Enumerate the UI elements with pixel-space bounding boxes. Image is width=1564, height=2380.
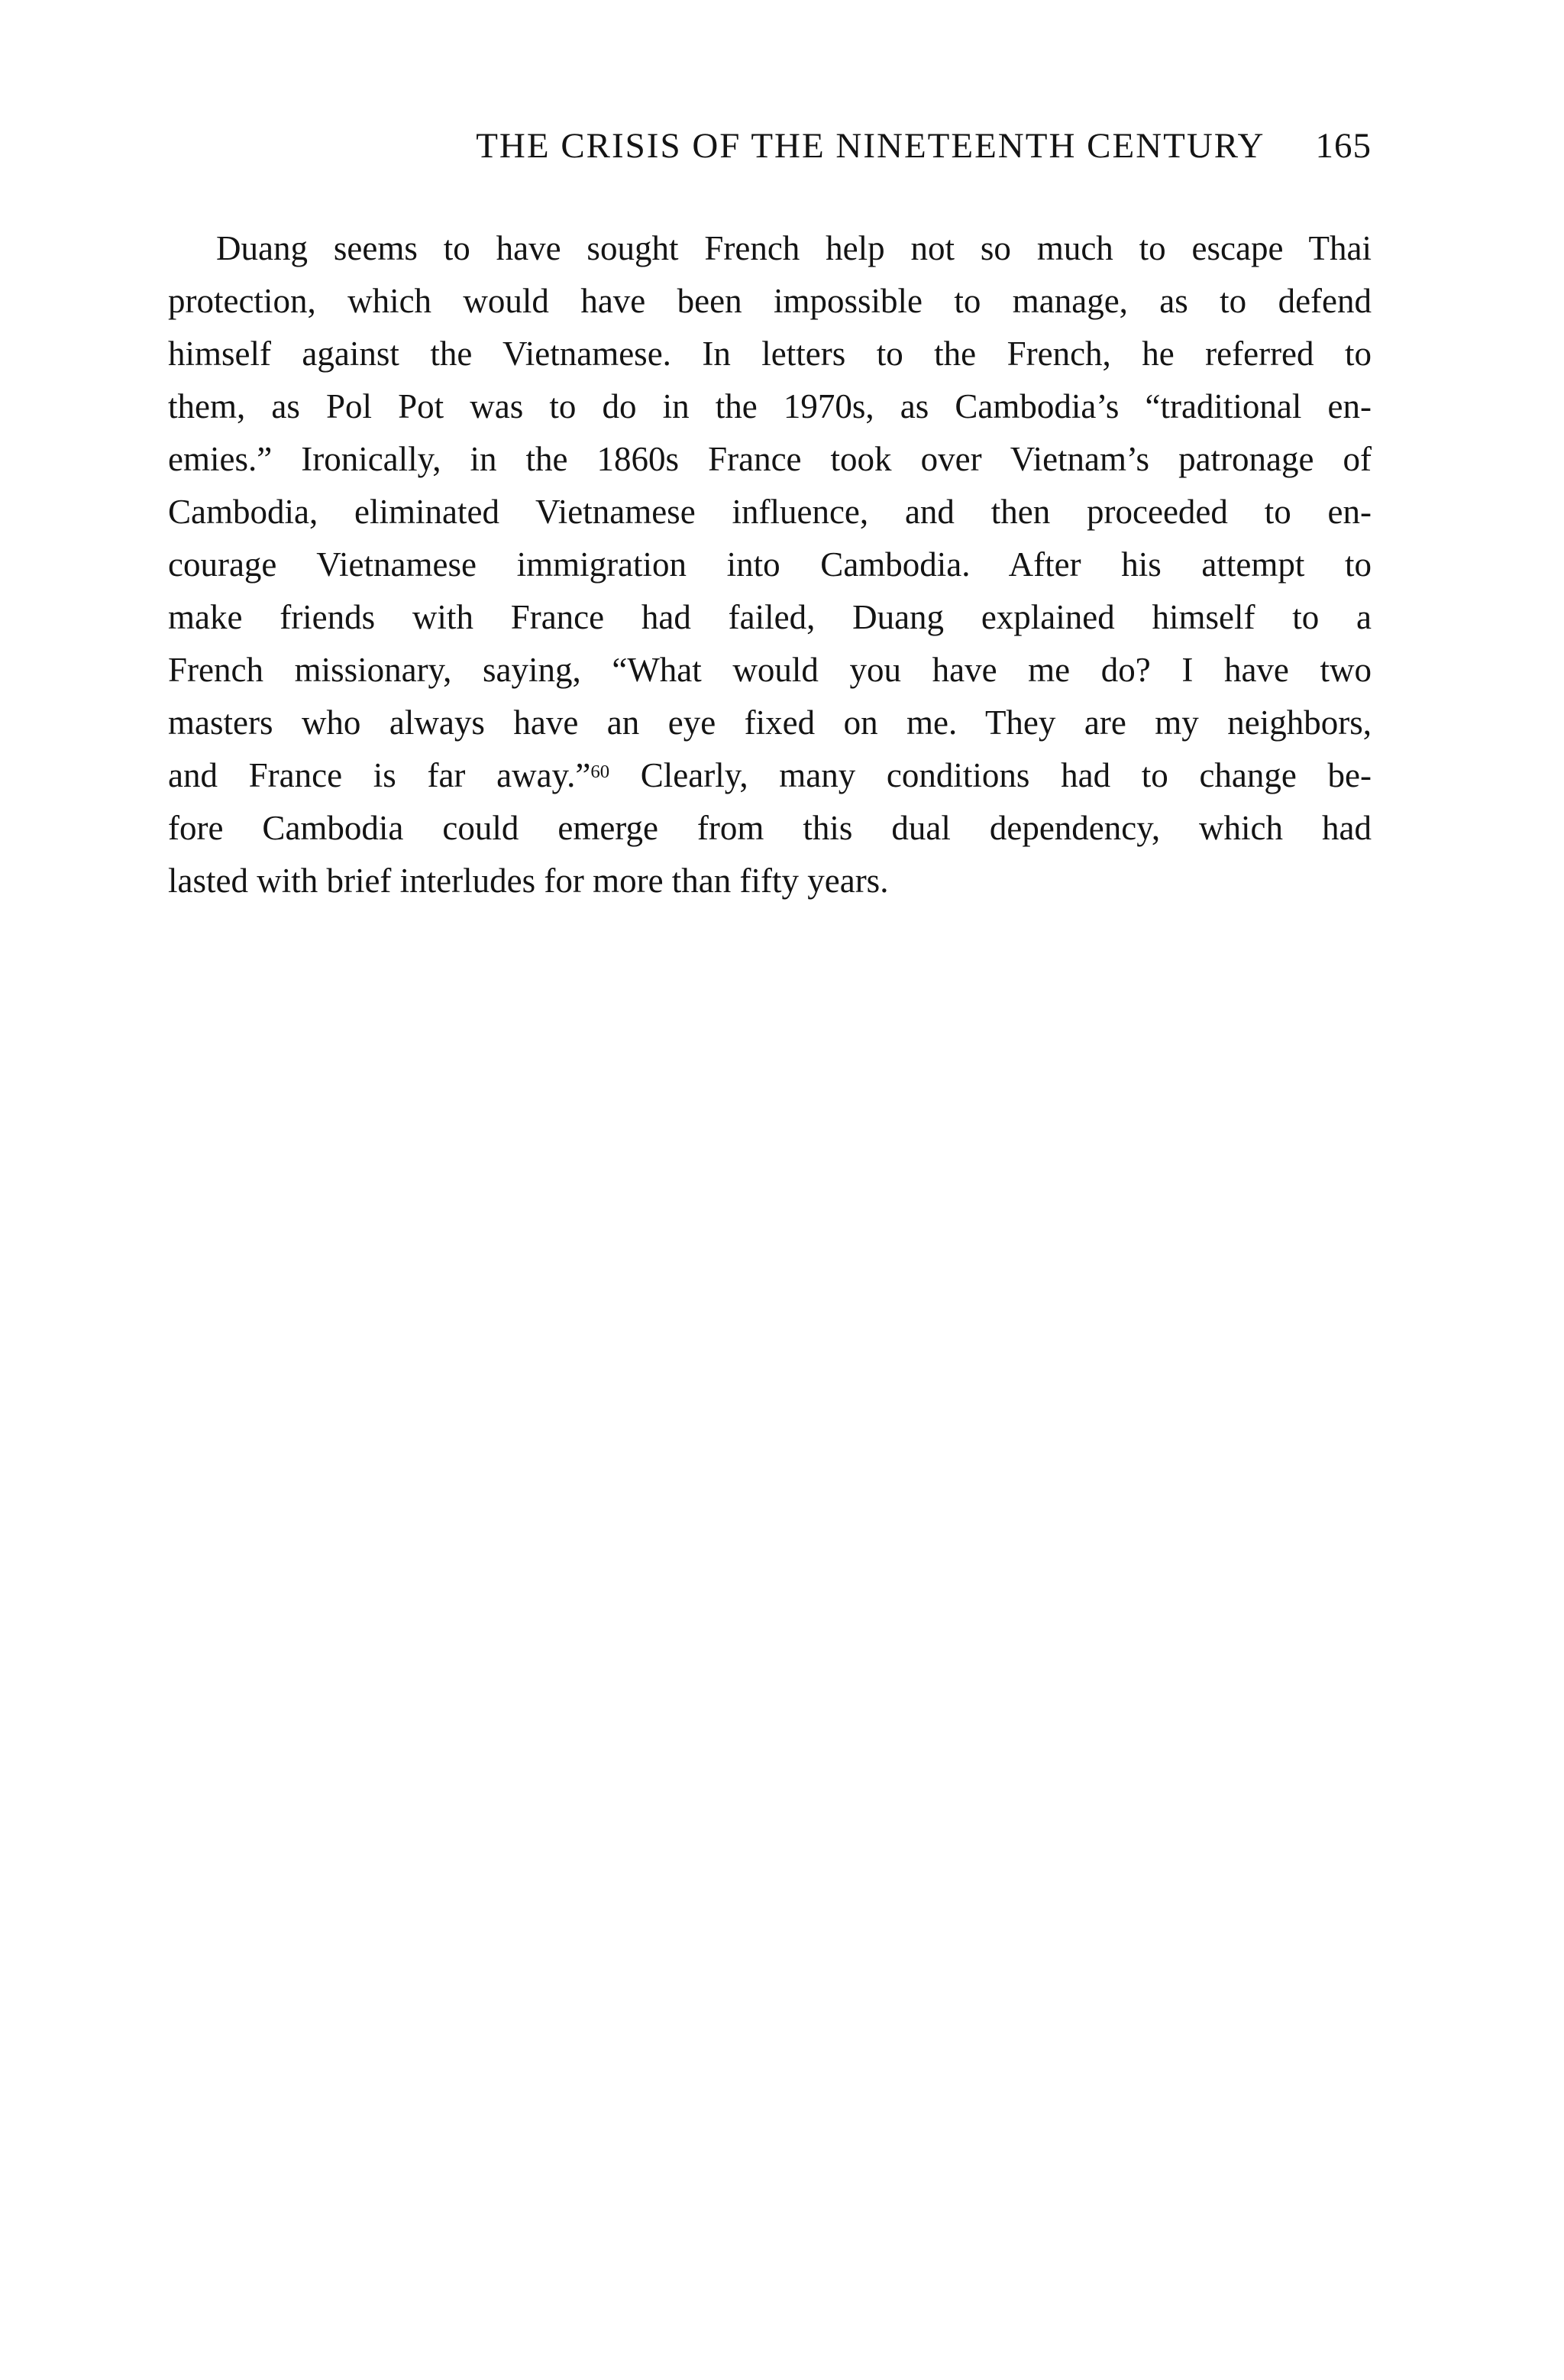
paragraph-line: courage Vietnamese immigration into Cambodia. After his attempt to: [168, 545, 1372, 584]
paragraph-line: masters who always have an eye fixed on me. They are my neighbors,: [168, 703, 1372, 742]
running-head-title: THE CRISIS OF THE NINETEENTH CENTURY: [476, 126, 1265, 166]
page-number: 165: [1315, 126, 1372, 166]
footnote-reference: 60: [590, 761, 610, 782]
paragraph-line: emies.” Ironically, in the 1860s France took over Vietnam’s patronage of: [168, 440, 1372, 478]
paragraph-line: himself against the Vietnamese. In letters to the French, he referred to: [168, 335, 1372, 373]
paragraph-line-text: and France is far away.”: [168, 756, 591, 794]
paragraph-line: them, as Pol Pot was to do in the 1970s, as Cambodia’s “traditional en-: [168, 387, 1372, 425]
paragraph-line: Duang seems to have sought French help not so much to escape Thai: [216, 229, 1372, 267]
paragraph-line: lasted with brief interludes for more than fifty years.: [168, 862, 889, 900]
paragraph-line: protection, which would have been impossible to manage, as to defend: [168, 282, 1372, 320]
paragraph-line: Cambodia, eliminated Vietnamese influence, and then proceeded to en-: [168, 493, 1372, 531]
paragraph-line-with-footnote: [168, 749, 1372, 802]
paragraph-line: fore Cambodia could emerge from this dual dependency, which had: [168, 809, 1372, 847]
running-head: [168, 127, 1372, 167]
paragraph-line: make friends with France had failed, Duang explained himself to a: [168, 598, 1372, 636]
body-paragraph: [168, 222, 1372, 907]
paragraph-line: French missionary, saying, “What would you have me do? I have two: [168, 651, 1372, 689]
paragraph-line-text: Clearly, many conditions had to change be-: [609, 756, 1372, 794]
